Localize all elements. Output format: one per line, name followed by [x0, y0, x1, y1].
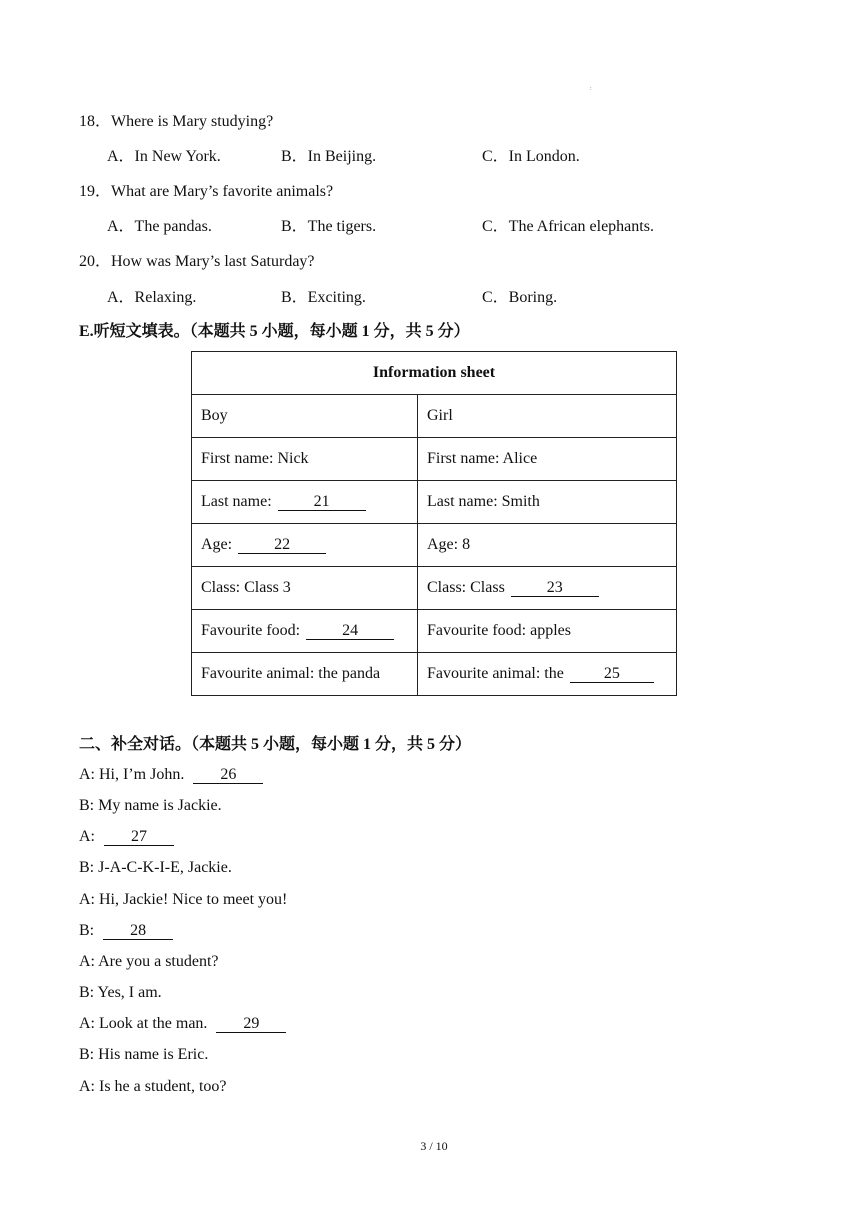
q19-option-a: A．The pandas.: [107, 218, 212, 235]
table-cell: [192, 481, 418, 524]
table-row: [192, 438, 677, 481]
table-row: [192, 610, 677, 653]
answer-blank-29[interactable]: 29: [216, 1016, 286, 1033]
table-cell: Girl: [418, 395, 677, 438]
answer-blank-21[interactable]: 21: [278, 494, 366, 511]
information-sheet-table: [191, 351, 677, 696]
q20-option-b: B．Exciting.: [281, 289, 366, 306]
dialogue-line: [79, 922, 173, 940]
cell-label: Favourite animal: the: [427, 665, 564, 682]
q20-option-c: C．Boring.: [482, 289, 558, 306]
dialogue-line: [79, 766, 263, 784]
table-cell: Age: 8: [418, 524, 677, 567]
section-2-heading: 二、补全对话。（本题共 5 小题，每小题 1 分，共 5 分）: [79, 736, 472, 753]
table-title: Information sheet: [192, 352, 677, 395]
q18-option-a: A．In New York.: [107, 148, 221, 165]
table-cell: [192, 610, 418, 653]
dialogue-line: [79, 1015, 286, 1033]
dialogue-text: A:: [79, 828, 95, 845]
cell-label: Last name:: [201, 493, 272, 510]
question-19-stem: 19．What are Mary’s favorite animals?: [79, 183, 334, 200]
table-cell: Last name: Smith: [418, 481, 677, 524]
answer-blank-26[interactable]: 26: [193, 767, 263, 784]
answer-blank-22[interactable]: 22: [238, 537, 326, 554]
cell-label: Class: Class: [427, 579, 505, 596]
dialogue-text: B:: [79, 922, 95, 939]
dialogue-text: A: Look at the man.: [79, 1015, 208, 1032]
table-cell: Class: Class 3: [192, 567, 418, 610]
table-cell: First name: Alice: [418, 438, 677, 481]
answer-blank-24[interactable]: 24: [306, 623, 394, 640]
table-cell: [418, 567, 677, 610]
dialogue-line: B: J-A-C-K-I-E, Jackie.: [79, 859, 232, 876]
q20-option-a: A．Relaxing.: [107, 289, 197, 306]
dialogue-line: A: Hi, Jackie! Nice to meet you!: [79, 891, 288, 908]
question-18-stem: 18．Where is Mary studying?: [79, 113, 274, 130]
table-cell: [192, 524, 418, 567]
table-cell: Boy: [192, 395, 418, 438]
cell-label: Age:: [201, 536, 233, 553]
dialogue-line: A: Is he a student, too?: [79, 1078, 227, 1095]
scan-mark: :: [590, 86, 592, 92]
dialogue-line: [79, 828, 174, 846]
table-cell: [418, 653, 677, 696]
table-row: [192, 524, 677, 567]
dialogue-line: B: His name is Eric.: [79, 1046, 209, 1063]
q18-option-b: B．In Beijing.: [281, 148, 377, 165]
dialogue-text: A: Hi, I’m John.: [79, 766, 185, 783]
table-row: [192, 567, 677, 610]
table-row: [192, 653, 677, 696]
q18-option-c: C．In London.: [482, 148, 580, 165]
section-e-heading: E.听短文填表。（本题共 5 小题，每小题 1 分，共 5 分）: [79, 323, 470, 340]
dialogue-line: A: Are you a student?: [79, 953, 219, 970]
table-cell: Favourite food: apples: [418, 610, 677, 653]
q19-option-b: B．The tigers.: [281, 218, 377, 235]
dialogue-line: B: Yes, I am.: [79, 984, 162, 1001]
table-cell: Favourite animal: the panda: [192, 653, 418, 696]
table-row: [192, 481, 677, 524]
table-row: [192, 395, 677, 438]
cell-label: Favourite food:: [201, 622, 301, 639]
question-20-stem: 20．How was Mary’s last Saturday?: [79, 253, 315, 270]
answer-blank-28[interactable]: 28: [103, 923, 173, 940]
answer-blank-25[interactable]: 25: [570, 666, 654, 683]
answer-blank-23[interactable]: 23: [511, 580, 599, 597]
table-cell: First name: Nick: [192, 438, 418, 481]
page-number: 3 / 10: [420, 1139, 448, 1153]
answer-blank-27[interactable]: 27: [104, 829, 174, 846]
dialogue-line: B: My name is Jackie.: [79, 797, 222, 814]
q19-option-c: C．The African elephants.: [482, 218, 654, 235]
